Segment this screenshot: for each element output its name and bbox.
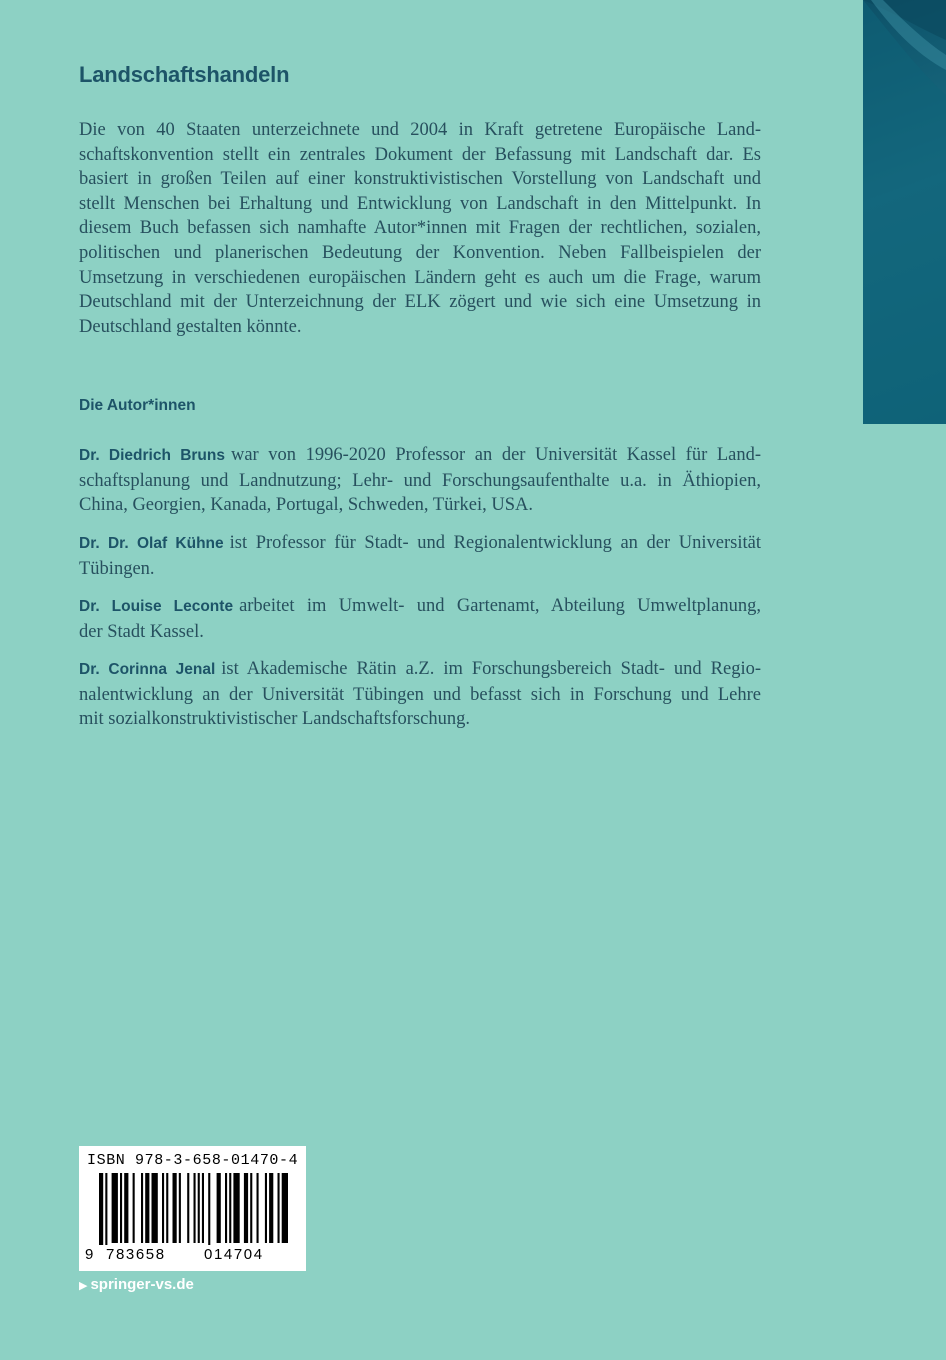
book-title: Landschaftshandeln [79, 62, 290, 87]
description-line: schaftskonvention stellt ein zentrales Dokument der Befassung mit Landschaft dar. Es [79, 144, 761, 165]
description-line: politischen und planerischen Bedeutung der Konvention. Neben Fallbeispielen der [79, 242, 761, 263]
author-bio-text: der Stadt Kassel. [79, 621, 204, 642]
author-name: Dr. Diedrich Bruns [79, 447, 225, 464]
triangle-arrow-icon: ▶ [79, 1280, 88, 1292]
description-line: diesem Buch befassen sich namhafte Autor*innen mit Fragen der rechtlichen, sozialen, [79, 218, 761, 239]
barcode-bar [229, 1173, 231, 1243]
barcode-bar [166, 1173, 168, 1243]
author-bio-text: schaftsplanung und Landnutzung; Lehr- und Forschungsaufenthalte u.a. in Äthiopien, [79, 470, 761, 491]
barcode-bar [187, 1173, 189, 1243]
cover-accent-stripe [863, 0, 946, 424]
description-line: stellt Menschen bei Erhaltung und Entwicklung von Landschaft in den Mittelpunkt. In [79, 193, 761, 214]
barcode-bar [233, 1173, 239, 1243]
barcode-bars [79, 1173, 306, 1245]
barcode-bar [269, 1173, 273, 1243]
barcode-bar [198, 1173, 200, 1243]
author-bio-leconte [79, 594, 761, 644]
author-bio-text: ist Akademische Rätin a.Z. im Forschungsbereich Stadt- und Regio- [221, 659, 761, 679]
description-line: Deutschland mit der Unterzeichnung der ELK zögert und wie sich eine Umsetzung in [79, 292, 761, 313]
barcode-bar [282, 1173, 288, 1243]
description-line: Die von 40 Staaten unterzeichnete und 2004 in Kraft getretene Europäische Land- [79, 120, 761, 140]
author-bio-kuehne [79, 531, 761, 581]
barcode-bar [217, 1173, 221, 1243]
barcode-bar [225, 1173, 227, 1243]
barcode-bar [173, 1173, 177, 1243]
author-bio-text: Tübingen. [79, 558, 155, 579]
barcode-bar [244, 1173, 248, 1243]
authors-heading: Die Autor*innen [79, 397, 196, 414]
barcode-bar [152, 1173, 158, 1243]
barcode-bar [99, 1173, 103, 1245]
accent-wave-graphic [863, 0, 946, 424]
barcode-bar [162, 1173, 164, 1243]
publisher-url: springer-vs.de [90, 1276, 194, 1293]
author-bio-text: war von 1996-2020 Professor an der Universität Kassel für Land- [230, 445, 761, 465]
isbn-number: ISBN 978-3-658-01470-4 [87, 1152, 299, 1169]
ean-lead-digit: 9 [85, 1246, 94, 1263]
ean-right-digits: 014704 [204, 1246, 264, 1263]
author-bio-jenal [79, 657, 761, 732]
barcode-bar [278, 1173, 280, 1243]
ean-left-digits: 783658 [106, 1246, 166, 1263]
isbn-barcode [79, 1146, 306, 1271]
barcode-bar [145, 1173, 149, 1243]
author-name: Dr. Dr. Olaf Kühne [79, 535, 224, 552]
description-line: Umsetzung in verschiedenen europäischen Ländern geht es auch um die Frage, warum [79, 267, 761, 288]
author-bio-text: arbeitet im Umwelt- und Gartenamt, Abteilung Umweltplanung, [239, 596, 761, 616]
description-line: Deutschland gestalten könnte. [79, 316, 302, 337]
barcode-bar [208, 1173, 210, 1245]
barcode-bar [194, 1173, 196, 1243]
barcode-bar [133, 1173, 135, 1243]
author-bio-text: nalentwicklung an der Universität Tübingen und befasst sich in Forschung und Lehre [79, 684, 761, 705]
barcode-bar [265, 1173, 267, 1243]
author-name: Dr. Louise Leconte [79, 598, 234, 615]
book-description [79, 118, 761, 339]
barcode-bar [141, 1173, 143, 1243]
barcode-bar [250, 1173, 252, 1243]
author-bio-text: mit sozialkonstruktivistischer Landschaftsforschung. [79, 709, 470, 730]
author-bio-text: ist Professor für Stadt- und Regionalentwicklung an der Universität [229, 533, 761, 553]
barcode-bar [112, 1173, 118, 1243]
author-name: Dr. Corinna Jenal [79, 661, 216, 678]
author-bio-text: China, Georgien, Kanada, Portugal, Schweden, Türkei, USA. [79, 495, 534, 516]
barcode-bar [105, 1173, 107, 1245]
description-line: basiert in großen Teilen auf einer konstruktivistischen Vorstellung von Landschaft und [79, 169, 761, 190]
publisher-link[interactable] [79, 1276, 194, 1293]
barcode-bar [124, 1173, 128, 1243]
barcode-bar [202, 1173, 204, 1243]
barcode-bar [179, 1173, 181, 1243]
author-bio-bruns [79, 443, 761, 518]
barcode-bar [120, 1173, 122, 1243]
barcode-bar [257, 1173, 259, 1243]
